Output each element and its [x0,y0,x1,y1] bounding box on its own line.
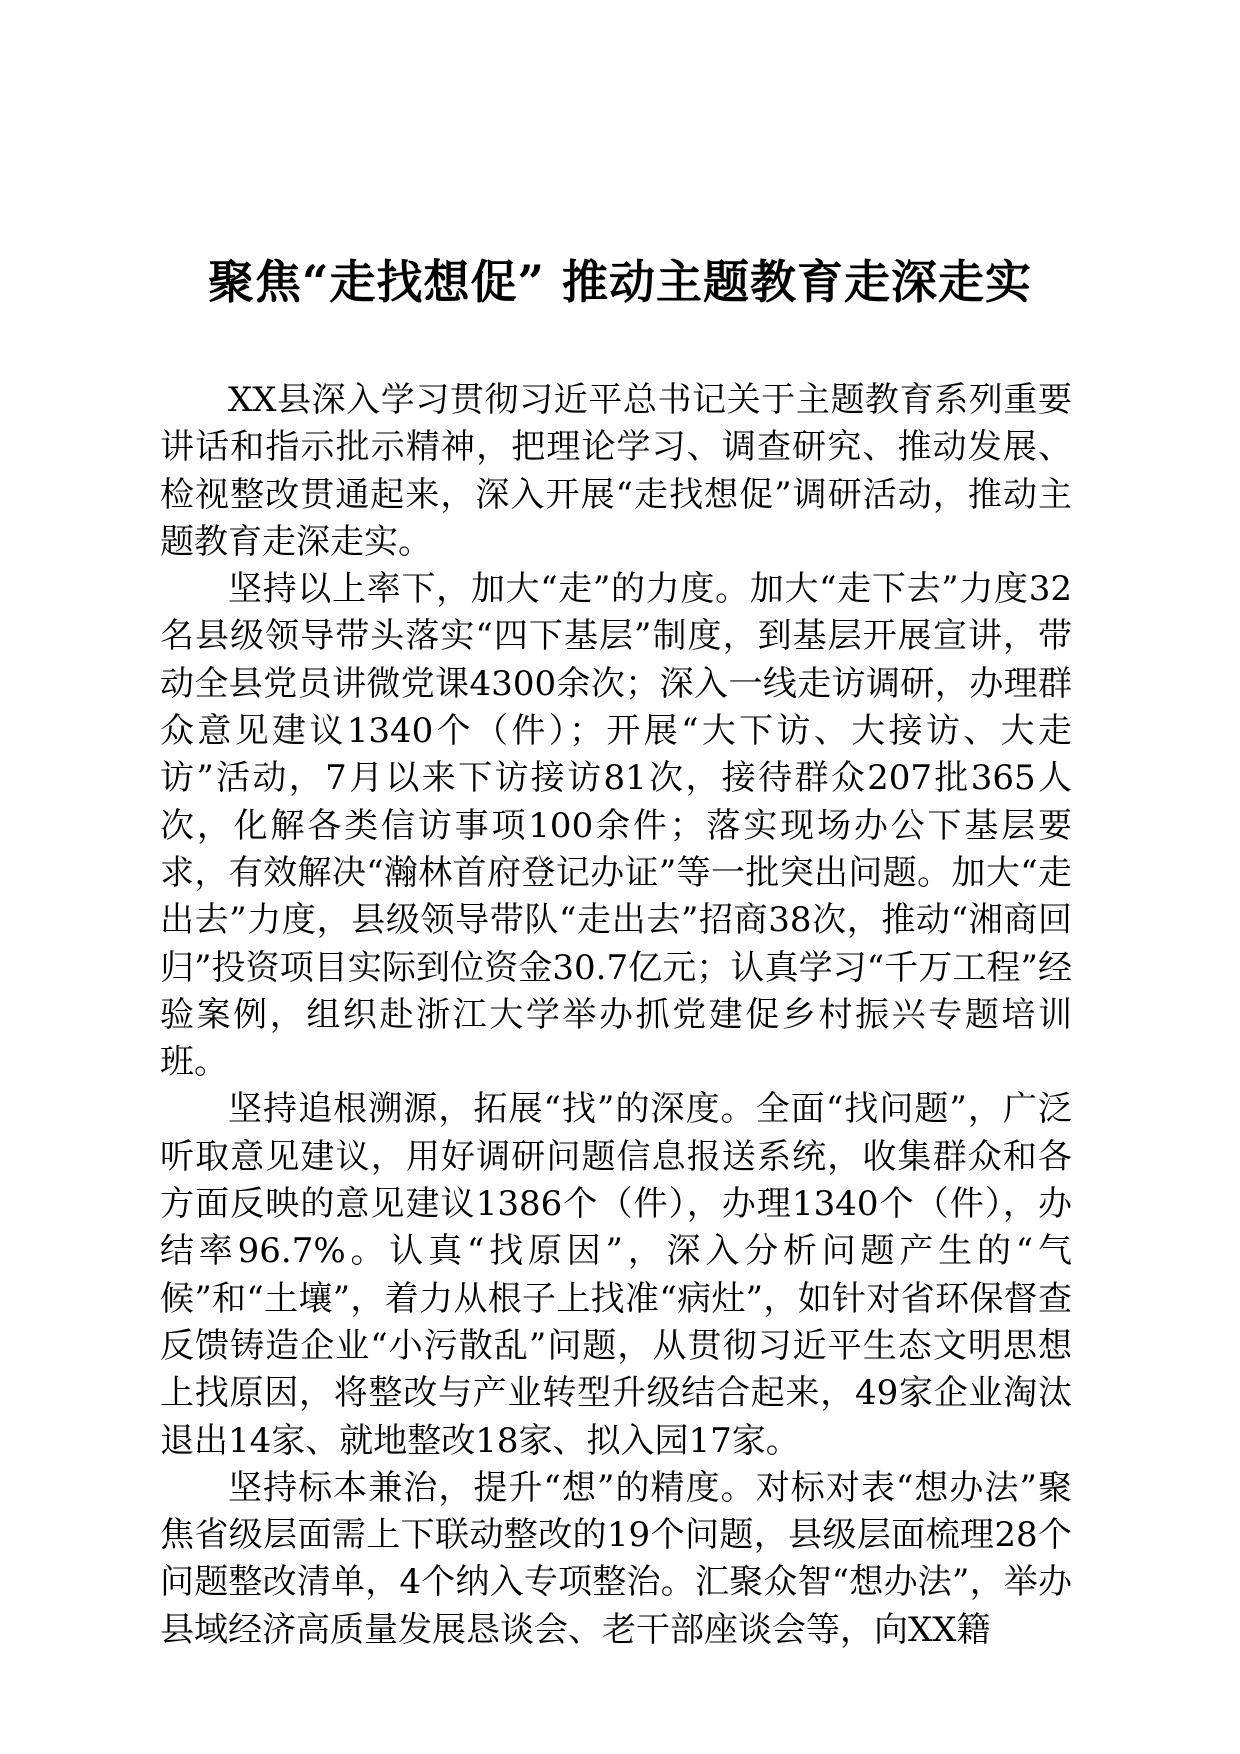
document-body [160,377,1072,1654]
paragraph-find: 坚持追根溯源，拓展“找”的深度。全面“找问题”，广泛听取意见建议，用好调研问题信息报送系统，收集群众和各方面反映的意见建议1386个（件），办理1340个（件），办结率96.7%。认真“找原因”，深入分析问题产生的“气候”和“土壤”，着力从根子上找准“病灶”，如针对省环保督查反馈铸造企业“小污散乱”问题，从贯彻习近平生态文明思想上找原因，将整改与产业转型升级结合起来，49家企业淘汰退出14家、就地整改18家、拟入园17家。 [160,1089,1072,1461]
paragraph-intro: XX县深入学习贯彻习近平总书记关于主题教育系列重要讲话和指示批示精神，把理论学习、调查研究、推动发展、检视整改贯通起来，深入开展“走找想促”调研活动，推动主题教育走深走实。 [160,380,1072,562]
paragraph-walk: 坚持以上率下，加大“走”的力度。加大“走下去”力度32名县级领导带头落实“四下基层”制度，到基层开展宣讲，带动全县党员讲微党课4300余次；深入一线走访调研，办理群众意见建议1340个（件）；开展“大下访、大接访、大走访”活动，7月以来下访接访81次，接待群众207批365人次，化解各类信访事项100余件；落实现场办公下基层要求，有效解决“瀚林首府登记办证”等一批突出问题。加大“走出去”力度，县级领导带队“走出去”招商38次，推动“湘商回归”投资项目实际到位资金30.7亿元；认真学习“千万工程”经验案例，组织赴浙江大学举办抓党建促乡村振兴专题培训班。 [160,569,1072,1083]
paragraph-think: 坚持标本兼治，提升“想”的精度。对标对表“想办法”聚焦省级层面需上下联动整改的19个问题，县级层面梳理28个问题整改清单，4个纳入专项整治。汇聚众智“想办法”，举办县域经济高质量发展恳谈会、老干部座谈会等，向XX籍 [160,1467,1072,1650]
document-title: 聚焦“走找想促” 推动主题教育走深走实 [208,255,1032,309]
